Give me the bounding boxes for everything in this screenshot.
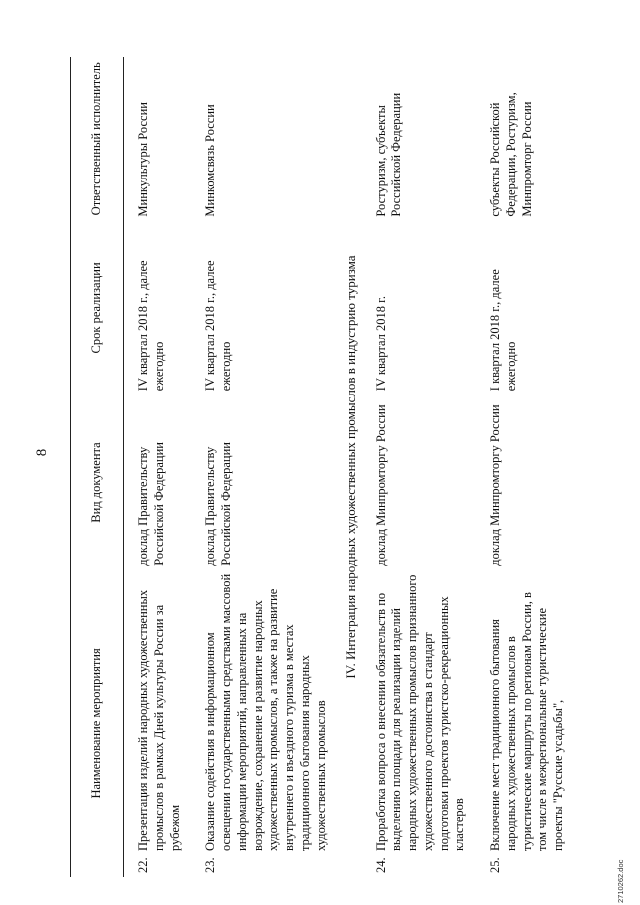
term-cell: IV квартал 2018 г. [373,296,388,392]
executor-cell: Ростуризм, субъекты Российской Федерации [373,92,404,217]
header-doc-type: Вид документа [71,395,124,570]
executor-cell: субъекты Российской Федерации, Ростуризм, Минпромторг России [488,92,534,217]
executor-cell: Минкультуры России [136,102,150,217]
measure-name: Проработка вопроса о внесении обязательств по выделению площади для реализации изделий народных художественных промыслов признанного художественного достоинства в стандарт подготовки проектов туристско-рекреационных кластеров [373,574,467,851]
doc-type-cell: доклад Правительству Российской Федерации [203,442,233,566]
doc-type-cell: доклад Правительству Российской Федерации [136,442,166,566]
row-number: 23. [203,857,218,873]
doc-type-cell: доклад Минпромторгу России [488,404,503,566]
page-number: 8 [34,448,50,457]
document-id: 2710262.doc [616,859,625,903]
section-row [337,57,361,877]
doc-type-cell: доклад Минпромторгу России [373,404,388,566]
measures-table [70,57,575,877]
table-row [191,57,337,877]
measure-name: Оказание содействия в информационном освещении государственными средствами массовой информации мероприятий, направленных на возрождение, сохранение и развитие народных художественных промыслов, а также на развитие внутреннего и въездного туризма в местах традиционного бытования народных художественных промыслов [203,573,328,851]
header-executor: Ответственный исполнитель [71,57,124,221]
table-row [362,57,477,877]
term-cell: IV квартал 2018 г., далее ежегодно [136,260,166,392]
row-number: 25. [488,857,503,873]
term-cell: I квартал 2018 г., далее ежегодно [488,269,518,392]
table-row [124,57,192,877]
term-cell: IV квартал 2018 г., далее ежегодно [203,260,233,392]
row-number: 24. [373,857,388,873]
section-title: IV. Интеграция народных художественных промыслов в индустрию туризма [343,255,359,679]
header-term: Срок реализации [71,221,124,396]
table-row [476,57,575,877]
executor-cell: Минкомсвязь России [203,104,218,217]
row-number: 22. [136,857,150,873]
measure-name: Презентация изделий народных художественных промыслов в рамках Дней культуры России за рубежом [136,589,182,851]
header-name: Наименование мероприятия [71,570,124,877]
table-header-row [71,57,124,877]
measure-name: Включение мест традиционного бытования народных художественных промыслов в туристические маршруты по регионам России, в том числе в межрегиональные туристические проекты "Русские усадьбы", [488,592,566,851]
